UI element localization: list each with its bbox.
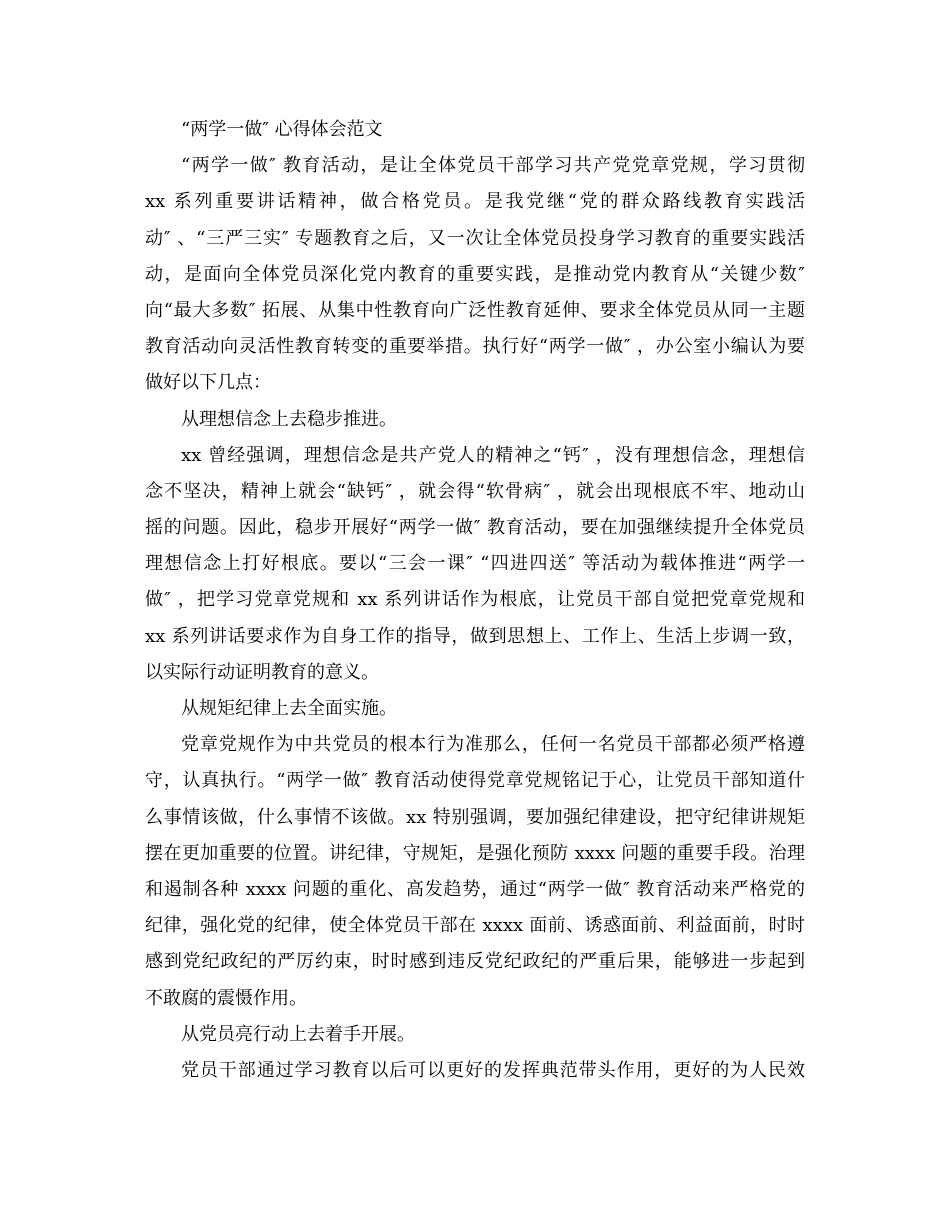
document-body [145,112,805,1089]
document-title: “两学一做″ 心得体会范文 [181,119,383,140]
section-heading: 从理想信念上去稳步推进。 [181,408,397,430]
text-line: 感到党纪政纪的严厉约束，时时感到违反党纪政纪的严重后果，能够进一步起到 [145,951,805,973]
text-line: 摇的问题。因此，稳步开展好“两学一做″ 教育活动，要在加强继续提升全体党员 [145,517,805,539]
text-line: 念不坚决，精神上就会“缺钙″ ，就会得“软骨病″ ，就会出现根底不牢、地动山 [145,480,805,502]
text-line: 摆在更加重要的位置。讲纪律，守规矩，是强化预防 xxxx 问题的重要手段。治理 [145,842,805,864]
text-line: “两学一做″ 教育活动，是让全体党员干部学习共产党党章党规，学习贯彻 [181,155,805,177]
text-line: xx 系列讲话要求作为自身工作的指导，做到思想上、工作上、生活上步调一致， [145,625,805,647]
text-line: 动，是面向全体党员深化党内教育的重要实践，是推动党内教育从“关键少数″ [145,263,805,285]
text-line: 纪律，强化党的纪律，使全体党员干部在 xxxx 面前、诱惑面前、利益面前，时时 [145,915,805,937]
text-line: 党章党规作为中共党员的根本行为准那么，任何一名党员干部都必须严格遵 [181,734,805,756]
text-line: 向“最大多数″ 拓展、从集中性教育向广泛性教育延伸、要求全体党员从同一主题 [145,299,805,321]
text-line: 和遏制各种 xxxx 问题的重化、高发趋势，通过“两学一做″ 教育活动来严格党的 [145,878,805,900]
text-line: 以实际行动证明教育的意义。 [145,661,379,683]
text-line: 么事情该做，什么事情不该做。xx 特别强调，要加强纪律建设，把守纪律讲规矩 [145,806,805,828]
text-line: 理想信念上打好根底。要以“三会一课″ “四进四送″ 等活动为载体推进“两学一 [145,553,805,575]
text-line: 做好以下几点： [145,372,271,394]
text-line: 做″ ，把学习党章党规和 xx 系列讲话作为根底，让党员干部自觉把党章党规和 [145,589,805,611]
text-line: xx 曾经强调，理想信念是共产党人的精神之“钙″ ，没有理想信念，理想信 [181,444,805,466]
text-line: 教育活动向灵活性教育转变的重要举措。执行好“两学一做″ ，办公室小编认为要 [145,336,805,358]
text-line: 动″ 、“三严三实″ 专题教育之后，又一次让全体党员投身学习教育的重要实践活 [145,227,805,249]
section-heading: 从规矩纪律上去全面实施。 [181,698,397,719]
text-line: 不敢腐的震慑作用。 [145,987,307,1009]
text-line: 党员干部通过学习教育以后可以更好的发挥典范带头作用，更好的为人民效 [181,1059,805,1081]
section-heading: 从党员亮行动上去着手开展。 [181,1023,415,1045]
text-line: 守，认真执行。“两学一做″ 教育活动使得党章党规铭记于心，让党员干部知道什 [145,770,805,792]
text-line: xx 系列重要讲话精神，做合格党员。是我党继“党的群众路线教育实践活 [145,191,805,213]
